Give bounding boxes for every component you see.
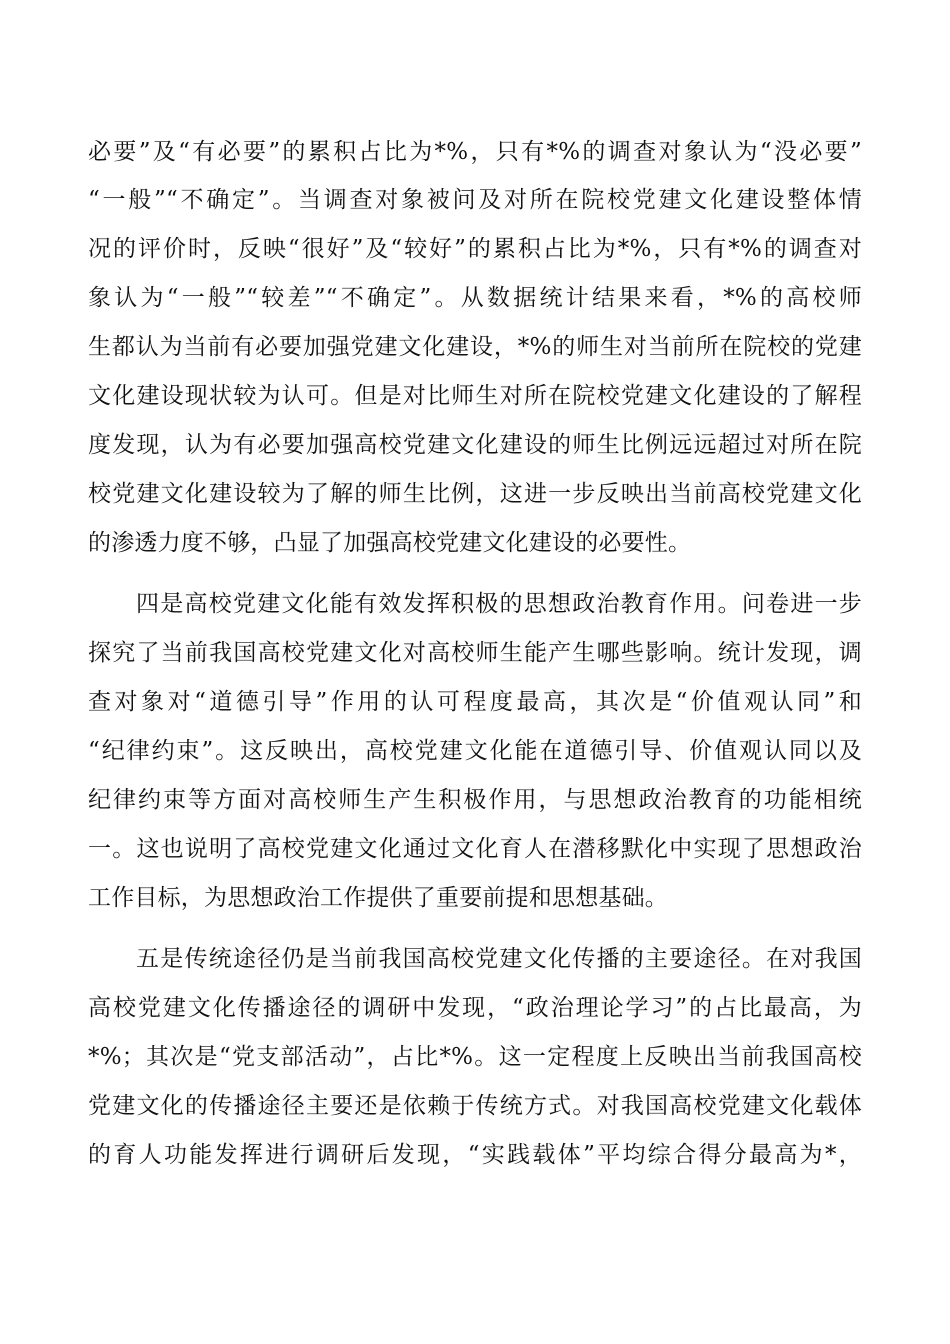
text-line: 象认为“一般”“较差”“不确定”。从数据统计结果来看，*%的高校师 bbox=[88, 285, 862, 311]
text-line: “一般”“不确定”。当调查对象被问及对所在院校党建文化建设整体情 bbox=[88, 187, 862, 213]
text-line: 纪律约束等方面对高校师生产生积极作用，与思想政治教育的功能相统 bbox=[88, 787, 862, 813]
text-line: 工作目标，为思想政治工作提供了重要前提和思想基础。 bbox=[88, 885, 668, 911]
text-line: 生都认为当前有必要加强党建文化建设，*%的师生对当前所在院校的党建 bbox=[88, 334, 862, 360]
text-line: 探究了当前我国高校党建文化对高校师生能产生哪些影响。统计发现，调 bbox=[88, 640, 862, 666]
text-line: 一。这也说明了高校党建文化通过文化育人在潜移默化中实现了思想政治 bbox=[88, 836, 862, 862]
text-line: 校党建文化建设较为了解的师生比例，这进一步反映出当前高校党建文化 bbox=[88, 481, 862, 507]
text-line: 查对象对“道德引导”作用的认可程度最高，其次是“价值观认同”和 bbox=[88, 689, 862, 715]
paragraph-first-line: 五是传统途径仍是当前我国高校党建文化传播的主要途径。在对我国 bbox=[136, 946, 862, 972]
text-line: *%；其次是“党支部活动”，占比*%。这一定程度上反映出当前我国高校 bbox=[88, 1044, 862, 1070]
text-line: 文化建设现状较为认可。但是对比师生对所在院校党建文化建设的了解程 bbox=[88, 383, 862, 409]
text-line: 的渗透力度不够，凸显了加强高校党建文化建设的必要性。 bbox=[88, 530, 692, 556]
text-line: 必要”及“有必要”的累积占比为*%，只有*%的调查对象认为“没必要” bbox=[88, 139, 862, 165]
text-line: 度发现，认为有必要加强高校党建文化建设的师生比例远远超过对所在院 bbox=[88, 432, 862, 458]
text-line: 高校党建文化传播途径的调研中发现，“政治理论学习”的占比最高，为 bbox=[88, 995, 862, 1021]
text-line: 况的评价时，反映“很好”及“较好”的累积占比为*%，只有*%的调查对 bbox=[88, 236, 862, 262]
text-line: 的育人功能发挥进行调研后发现，“实践载体”平均综合得分最高为*， bbox=[88, 1142, 862, 1168]
text-line: “纪律约束”。这反映出，高校党建文化能在道德引导、价值观认同以及 bbox=[88, 738, 862, 764]
paragraph-first-line: 四是高校党建文化能有效发挥积极的思想政治教育作用。问卷进一步 bbox=[136, 591, 862, 617]
text-line: 党建文化的传播途径主要还是依赖于传统方式。对我国高校党建文化载体 bbox=[88, 1093, 862, 1119]
